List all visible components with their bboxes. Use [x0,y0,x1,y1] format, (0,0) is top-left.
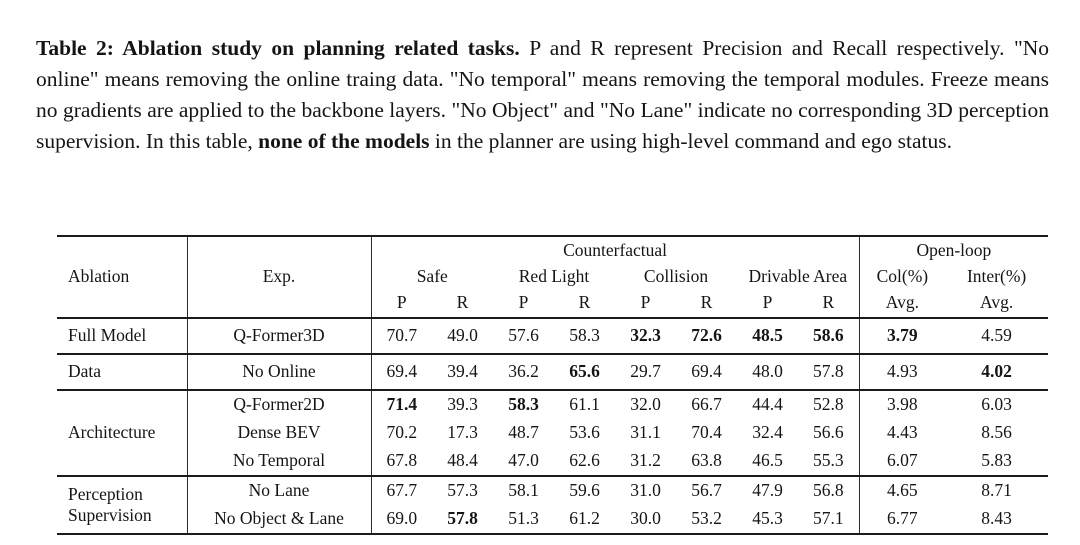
table-section [57,354,1048,390]
header-collision: Collision [643,265,709,286]
value-cell: 58.6 [798,318,859,354]
header-r: R [432,289,493,318]
value-cell: 31.0 [615,476,676,505]
value-cell: 6.03 [945,390,1048,419]
value-cell: 59.6 [554,476,615,505]
value-cell: 71.4 [371,390,432,419]
value-cell: 69.4 [676,354,737,390]
table-row [57,476,1048,505]
exp-cell: No Lane [187,476,371,505]
value-cell: 58.1 [493,476,554,505]
table-row [57,390,1048,419]
value-cell: 45.3 [752,508,783,528]
caption-title: Table 2: Ablation study on planning related tasks. [36,35,520,60]
value-cell: 31.2 [630,450,661,470]
value-cell: 48.4 [447,450,478,470]
value-cell: 30.0 [630,508,661,528]
value-cell: 72.6 [676,318,737,354]
value-cell: 5.83 [981,450,1012,470]
value-cell: 70.7 [371,318,432,354]
value-cell: 58.3 [554,318,615,354]
header-openloop: Open-loop [859,236,1048,263]
value-cell: 48.0 [737,354,798,390]
value-cell: 67.7 [371,476,432,505]
value-cell: 39.3 [432,390,493,419]
table-row [57,505,1048,534]
value-cell: 52.8 [798,390,859,419]
value-cell: 70.4 [691,422,722,442]
value-cell: 46.5 [752,450,783,470]
exp-cell: Dense BEV [187,419,371,447]
table-header [57,236,1048,318]
value-cell: 31.1 [630,422,661,442]
header-p: P [371,289,432,318]
value-cell: 4.59 [945,318,1048,354]
exp-cell: Q-Former3D [187,318,371,354]
value-cell: 4.02 [945,354,1048,390]
value-cell: 48.7 [508,422,539,442]
value-cell: 57.8 [447,508,478,528]
value-cell: 57.8 [798,354,859,390]
header-ablation: Ablation [68,266,130,287]
header-drivable-area: Drivable Area [748,265,848,286]
header-r: R [554,289,615,318]
table-section [57,318,1048,354]
value-cell: 48.5 [737,318,798,354]
value-cell: 8.71 [945,476,1048,505]
header-exp: Exp. [187,236,371,318]
value-cell: 53.2 [691,508,722,528]
value-cell: 3.98 [859,390,945,419]
value-cell: 62.6 [569,450,600,470]
value-cell: 58.3 [493,390,554,419]
value-cell: 57.3 [432,476,493,505]
header-p: P [615,289,676,318]
value-cell: 56.7 [676,476,737,505]
value-cell: 8.56 [981,422,1012,442]
value-cell: 53.6 [569,422,600,442]
value-cell: 4.65 [859,476,945,505]
value-cell: 67.8 [371,447,432,476]
value-cell: 29.7 [615,354,676,390]
value-cell: 56.8 [798,476,859,505]
value-cell: 6.77 [859,505,945,534]
value-cell: 66.7 [676,390,737,419]
value-cell: 47.9 [737,476,798,505]
header-avg: Avg. [945,289,1048,318]
header-p: P [493,289,554,318]
value-cell: 51.3 [508,508,539,528]
value-cell: 55.3 [812,450,844,470]
value-cell: 4.93 [859,354,945,390]
value-cell: 63.8 [691,450,722,470]
header-group-row [57,236,1048,263]
value-cell: 36.2 [493,354,554,390]
ablation-label-cell: Perception Supervision [57,476,187,534]
value-cell: 65.6 [554,354,615,390]
value-cell: 56.6 [812,422,844,442]
value-cell: 61.1 [554,390,615,419]
header-avg: Avg. [859,289,945,318]
exp-cell: No Online [187,354,371,390]
value-cell: 32.3 [615,318,676,354]
header-inter-pct: Inter(%) [966,265,1027,286]
value-cell: 4.43 [859,419,945,447]
value-cell: 32.0 [615,390,676,419]
table-row [57,419,1048,447]
caption-text-2: in the planner are using high-level command and ego status. [429,128,952,153]
value-cell: 57.1 [812,508,844,528]
ablation-table [57,235,1048,535]
value-cell: 69.0 [371,505,432,534]
value-cell: 39.4 [432,354,493,390]
table-row [57,354,1048,390]
header-p: P [737,289,798,318]
header-red-light: Red Light [518,265,590,286]
value-cell: 47.0 [508,450,539,470]
header-counterfactual: Counterfactual [371,236,859,263]
value-cell: 17.3 [447,422,478,442]
caption-text-1: P and R represent Precision and Recall respectively. "No online" means removing the online traing data. "No temporal" means removing the temporal modules. Freeze means no gradients are applied to the backbone layers. "No Object" and "No Lane" indicate no corresponding 3D perception supervision. In this table, [36,35,1049,153]
value-cell: 32.4 [752,422,783,442]
ablation-label-cell: Architecture [57,390,187,476]
ablation-label-cell: Full Model [57,318,187,354]
header-col-pct: Col(%) [859,263,945,289]
value-cell: 57.6 [493,318,554,354]
value-cell: 61.2 [569,508,600,528]
value-cell: 69.4 [371,354,432,390]
table-section [57,476,1048,534]
value-cell: 44.4 [737,390,798,419]
header-r: R [676,289,737,318]
value-cell: 3.79 [859,318,945,354]
value-cell: 6.07 [859,447,945,476]
header-safe: Safe [371,263,493,289]
header-r: R [798,289,859,318]
table-caption [36,33,1049,157]
table-row [57,447,1048,476]
caption-emphasis: none of the models [258,128,430,153]
value-cell: 49.0 [432,318,493,354]
table-section [57,390,1048,476]
exp-cell: No Temporal [187,447,371,476]
value-cell: 70.2 [371,419,432,447]
exp-cell: No Object & Lane [187,505,371,534]
exp-cell: Q-Former2D [187,390,371,419]
table-row [57,318,1048,354]
value-cell: 8.43 [981,508,1012,528]
ablation-label-cell: Data [57,354,187,390]
